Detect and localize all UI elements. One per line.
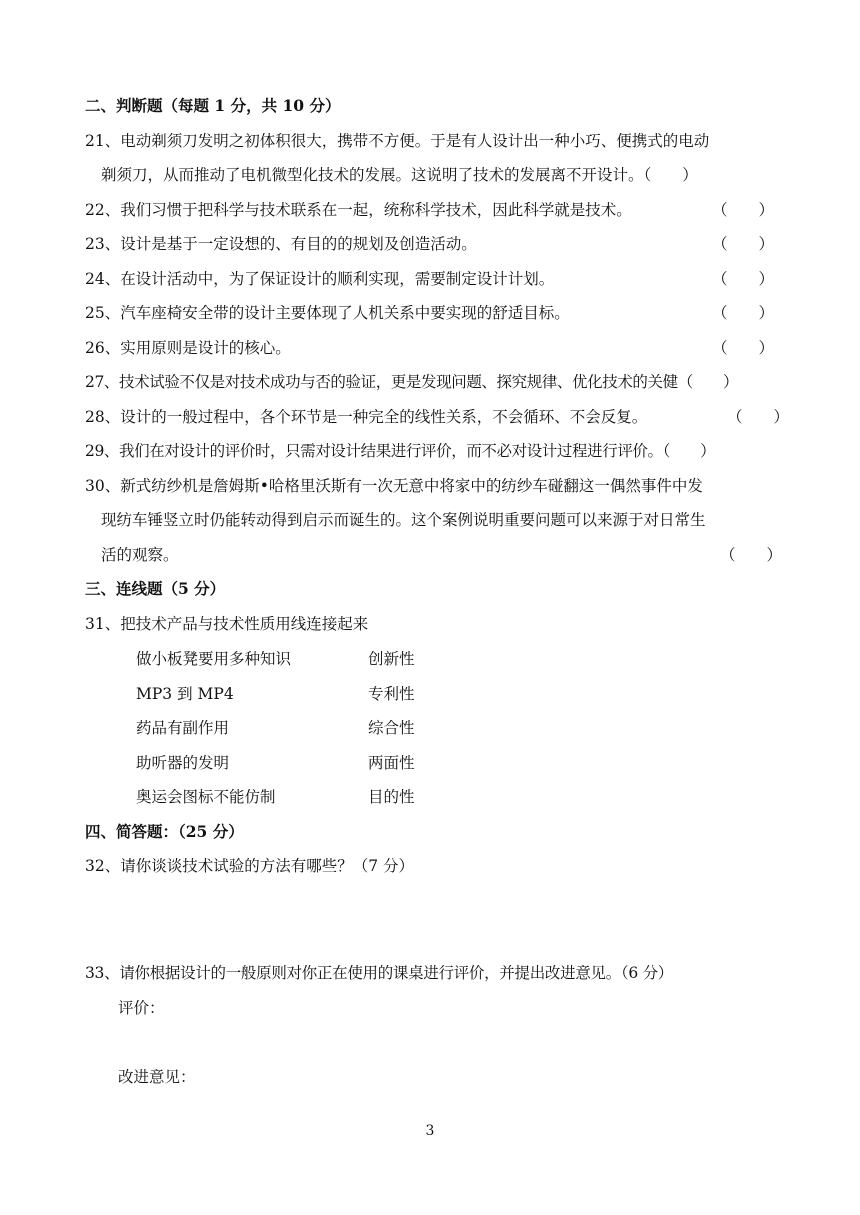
match-right-item: 创新性 — [368, 650, 415, 668]
question-26: 26、实用原则是设计的核心。 — [85, 339, 291, 357]
match-right-item: 目的性 — [368, 788, 415, 806]
section3-title: 三、连线题（5 分） — [85, 579, 226, 598]
page-number: 3 — [425, 1123, 435, 1139]
question-32: 32、请你谈谈技术试验的方法有哪些？（7 分） — [85, 857, 415, 875]
question-29: 29、我们在对设计的评价时，只需对设计结果进行评价，而不必对设计过程进行评价。（ ） — [85, 442, 716, 460]
question-21-line2: 剃须刀，从而推动了电机微型化技术的发展。这说明了技术的发展离不开设计。（ ） — [101, 166, 698, 184]
question-31: 31、把技术产品与技术性质用线连接起来 — [85, 615, 369, 633]
question-28: 28、设计的一般过程中，各个环节是一种完全的线性关系，不会循环、不会反复。 — [85, 408, 648, 426]
question-24: 24、在设计活动中，为了保证设计的顺利实现，需要制定设计计划。 — [85, 270, 555, 288]
match-left-item: 药品有副作用 — [136, 719, 230, 737]
answer-paren-30: （ ） — [720, 546, 783, 564]
match-left-item: 奥运会图标不能仿制 — [136, 788, 276, 806]
match-right-item: 综合性 — [368, 719, 415, 737]
question-27: 27、技术试验不仅是对技术成功与否的验证，更是发现问题、探究规律、优化技术的关健（ ） — [85, 373, 739, 391]
answer-paren-25: （ ） — [712, 304, 775, 322]
question-25: 25、汽车座椅安全带的设计主要体现了人机关系中要实现的舒适目标。 — [85, 304, 570, 322]
answer-paren-28: （ ） — [727, 408, 790, 426]
question-30-line1: 30、新式纺纱机是詹姆斯•哈格里沃斯有一次无意中将家中的纺纱车碰翻这一偶然事件中发 — [85, 477, 703, 495]
question-33: 33、请你根据设计的一般原则对你正在使用的课桌进行评价，并提出改进意见。（6 分） — [85, 964, 673, 982]
question-30-line2: 现纺车锤竖立时仍能转动得到启示而诞生的。这个案例说明重要问题可以来源于对日常生 — [101, 511, 706, 529]
question-21-line1: 21、电动剃须刀发明之初体积很大，携带不方便。于是有人设计出一种小巧、便携式的电动 — [85, 132, 710, 150]
answer-paren-23: （ ） — [712, 235, 775, 253]
improvement-label: 改进意见： — [118, 1068, 196, 1086]
question-23: 23、设计是基于一定设想的、有目的的规划及创造活动。 — [85, 235, 477, 253]
answer-paren-22: （ ） — [712, 201, 775, 219]
match-left-item: 做小板凳要用多种知识 — [136, 650, 292, 668]
answer-paren-24: （ ） — [712, 270, 775, 288]
section4-title: 四、简答题：（25 分） — [85, 822, 244, 841]
match-left-item: MP3 到 MP4 — [136, 685, 234, 703]
question-22: 22、我们习惯于把科学与技术联系在一起，统称科学技术，因此科学就是技术。 — [85, 201, 632, 219]
question-30-line3: 活的观察。 — [101, 546, 179, 564]
answer-paren-26: （ ） — [712, 339, 775, 357]
evaluation-label: 评价： — [118, 999, 165, 1017]
match-right-item: 两面性 — [368, 754, 415, 772]
match-left-item: 助听器的发明 — [136, 754, 230, 772]
match-right-item: 专利性 — [368, 685, 415, 703]
section2-title: 二、判断题（每题 1 分，共 10 分） — [85, 96, 341, 115]
